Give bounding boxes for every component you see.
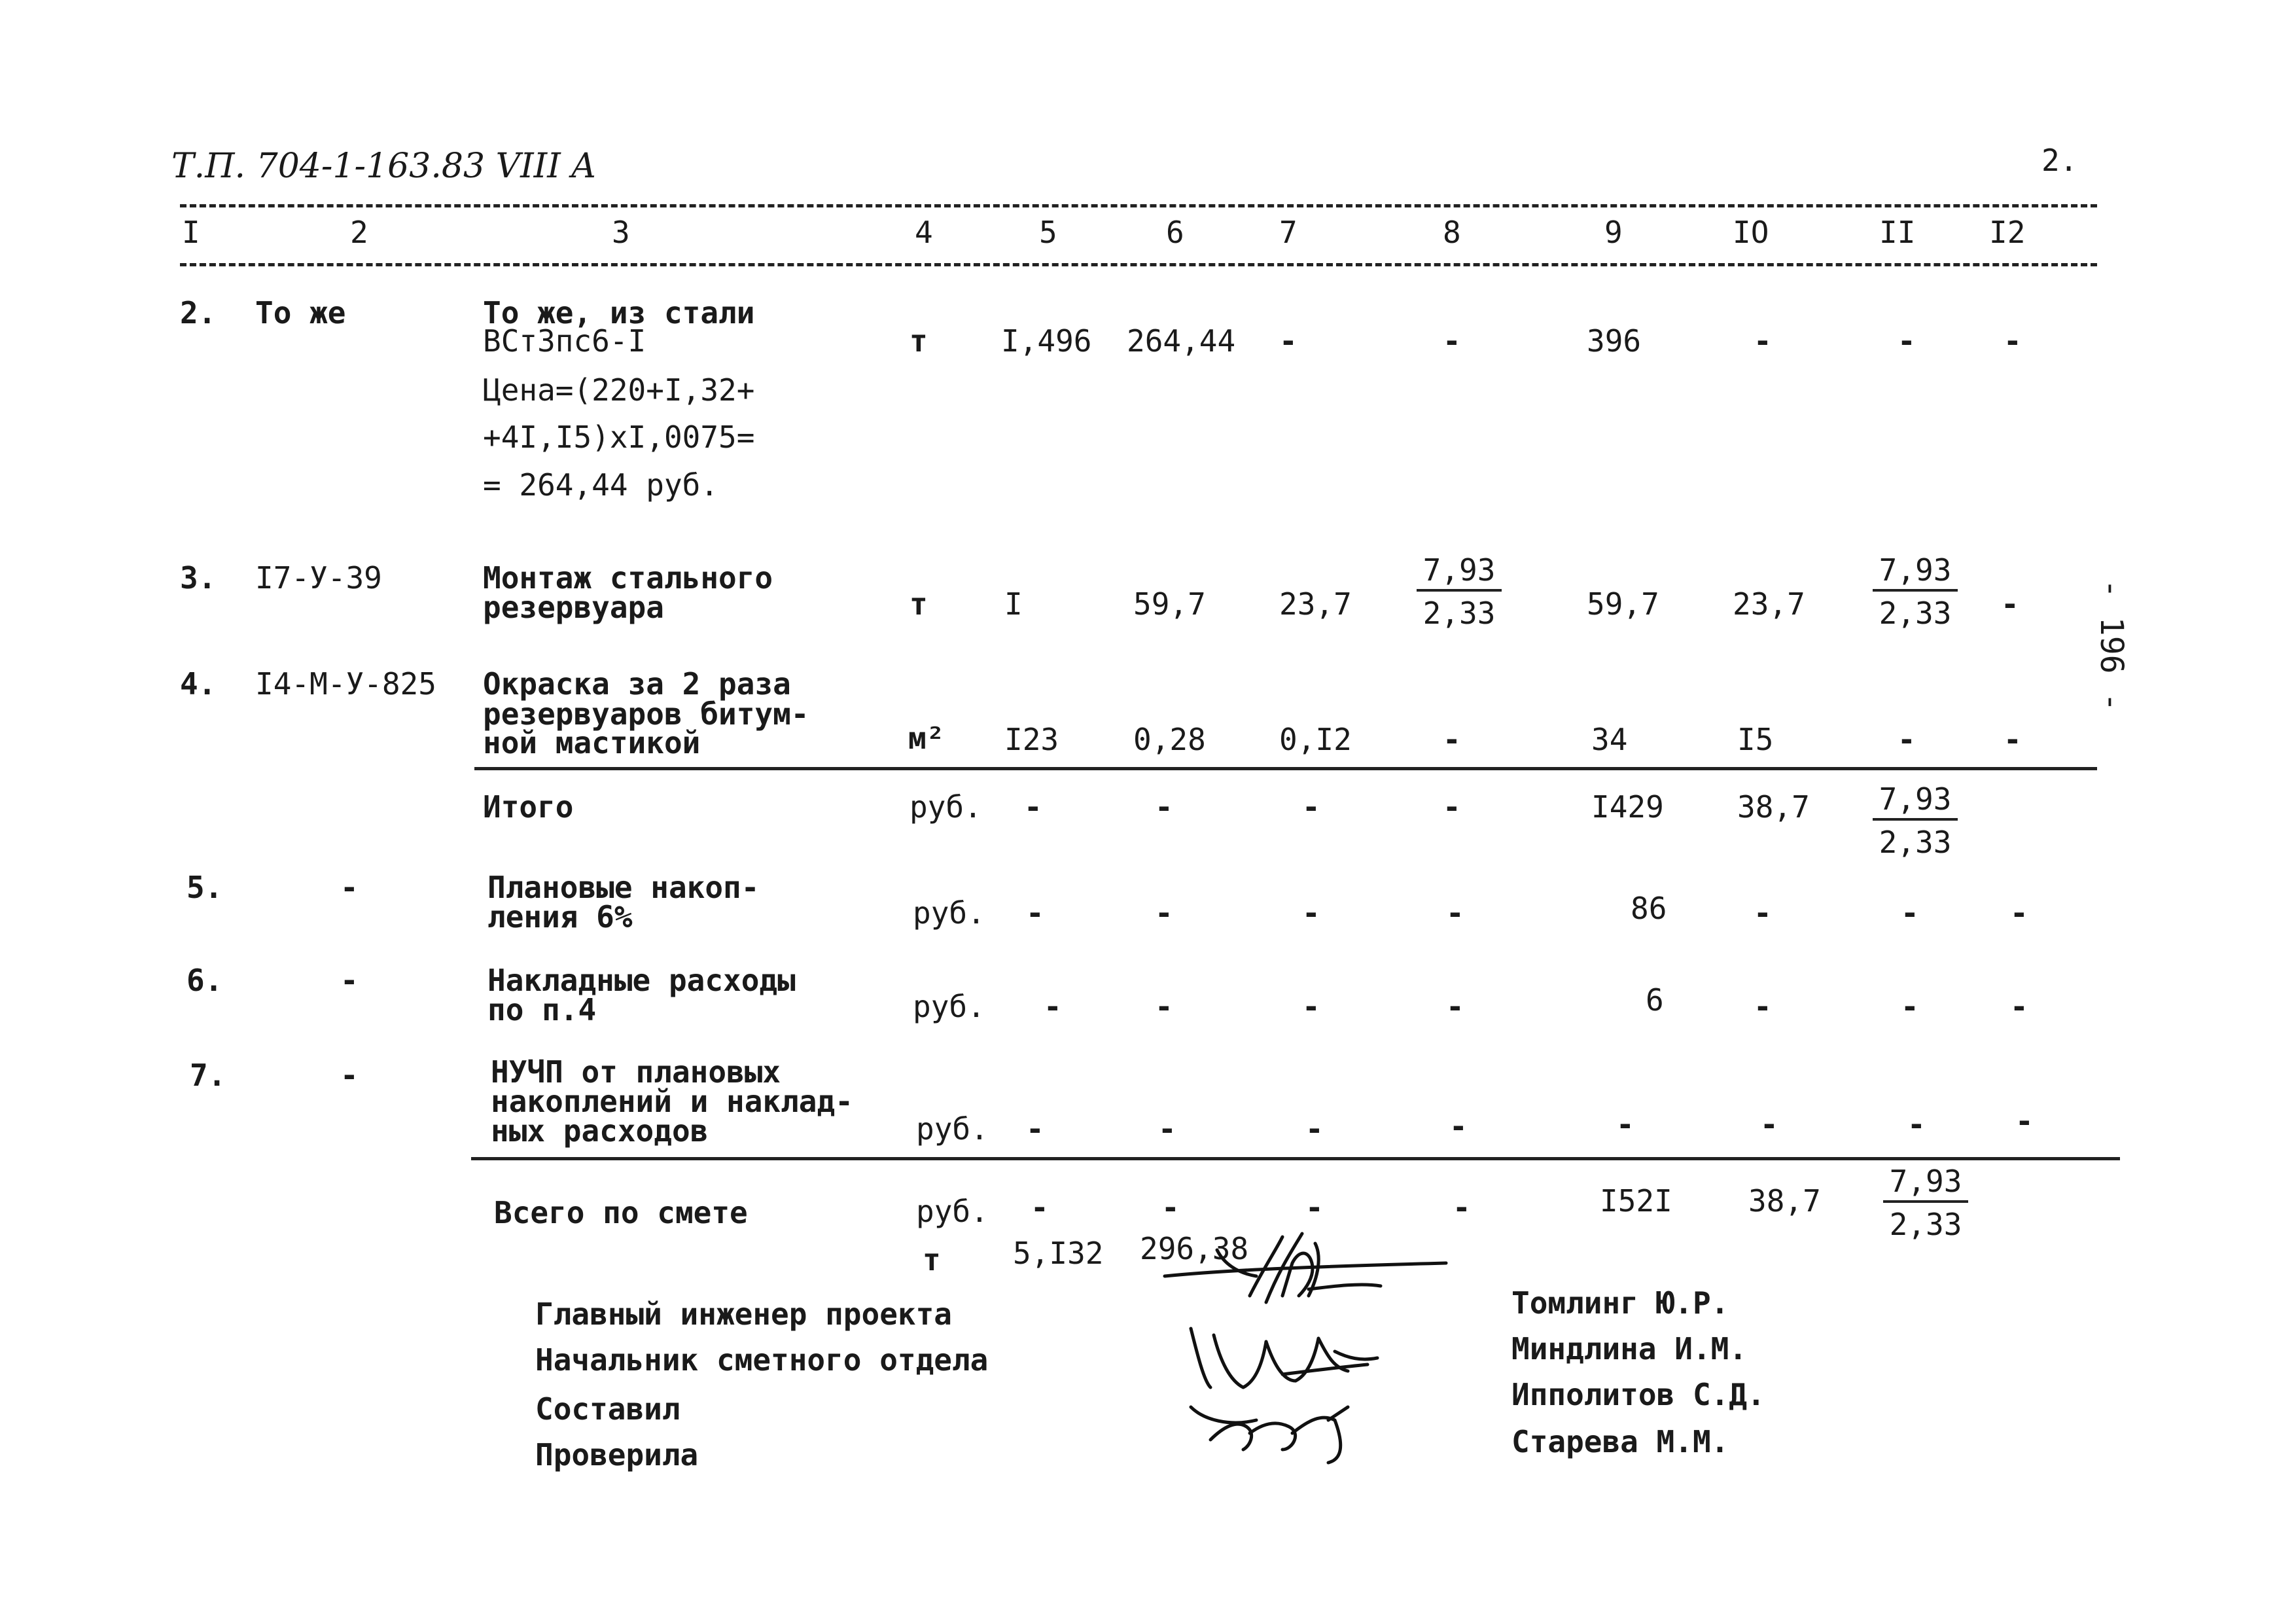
row-number: 6. <box>186 963 223 998</box>
col-11: II <box>1879 215 1916 250</box>
fraction-numerator: 7,93 <box>1417 555 1502 592</box>
cell-col-5: - <box>1026 895 1044 931</box>
cell-col-7: - <box>1305 1190 1324 1225</box>
row-name-line-3: ной мастикой <box>483 725 701 760</box>
cell-col-10: 38,7 <box>1748 1183 1821 1219</box>
header-rule-bottom <box>180 263 2097 266</box>
signatory-name: Томлинг Ю.Р. <box>1511 1285 1729 1321</box>
col-1: I <box>182 215 200 250</box>
row-name-line-1: Монтаж стального <box>483 560 773 596</box>
fraction-denominator: 2,33 <box>1879 825 1952 860</box>
row-name-line-1: То же, из стали <box>483 295 755 330</box>
cell-col-8: - <box>1443 722 1461 757</box>
cell-col-7: 0,I2 <box>1279 722 1352 757</box>
total-rule <box>471 1157 2120 1160</box>
signature-role: Проверила <box>535 1437 699 1472</box>
row-number: 2. <box>180 295 217 330</box>
cell-col-10: - <box>1754 323 1772 359</box>
row-number: 7. <box>190 1058 226 1093</box>
row-code: - <box>340 1058 359 1093</box>
cell-col-5: - <box>1026 1111 1044 1147</box>
cell-col-6: - <box>1155 895 1173 931</box>
cell-col-8: - <box>1446 895 1464 931</box>
cell-col-12: - <box>2010 989 2028 1024</box>
cell-col-7: - <box>1305 1111 1324 1147</box>
col-4: 4 <box>915 215 933 250</box>
cell-col-11: - <box>1898 722 1916 757</box>
cell-col-5: I,496 <box>1001 323 1092 359</box>
row-name-line-2: ВСт3пс6-I <box>483 323 646 359</box>
cell-col-8: - <box>1449 1109 1468 1144</box>
cell-col-6: - <box>1161 1190 1180 1225</box>
cell-col-11: - <box>1898 323 1916 359</box>
price-note-line-1: Цена=(220+I,32+ <box>483 372 755 408</box>
cell-col-8: - <box>1453 1190 1471 1225</box>
handwritten-signatures <box>1152 1224 1466 1472</box>
cell-col-9: - <box>1616 1107 1634 1142</box>
row-code: То же <box>255 295 346 330</box>
cell-col-7: - <box>1279 323 1298 359</box>
row-number: 5. <box>186 870 223 905</box>
cell-col-5: I23 <box>1004 722 1059 757</box>
col-6: 6 <box>1166 215 1184 250</box>
cell-col-8: - <box>1443 323 1461 359</box>
cell-col-11-fraction <box>1873 781 1958 860</box>
col-10: IO <box>1733 215 1769 250</box>
fraction-denominator: 2,33 <box>1879 596 1952 631</box>
cell-col-12: - <box>2004 323 2022 359</box>
total-unit-rub: руб. <box>916 1194 989 1229</box>
signature-role: Составил <box>535 1391 680 1427</box>
row-code: I7-У-39 <box>255 560 382 596</box>
price-note-line-2: +4I,I5)xI,0075= <box>483 419 755 455</box>
row-unit: т <box>910 586 928 622</box>
col-2: 2 <box>350 215 368 250</box>
cell-col-11-fraction <box>1883 1166 1968 1240</box>
cell-col-9: 59,7 <box>1587 586 1659 622</box>
fraction-denominator: 2,33 <box>1422 596 1496 631</box>
document-code: Т.П. 704-1-163.83 VIII A <box>171 147 596 186</box>
page-number: 2. <box>2041 143 2078 178</box>
cell-col-5: I <box>1004 586 1023 622</box>
cell-col-6: - <box>1155 989 1173 1024</box>
cell-col-10: - <box>1760 1107 1778 1142</box>
cell-col-12: - <box>2001 586 2019 622</box>
subtotal-rule <box>474 767 2097 770</box>
row-name-line-2: резервуара <box>483 590 664 625</box>
signature-role: Главный инженер проекта <box>535 1296 952 1332</box>
signatory-name: Ипполитов С.Д. <box>1511 1377 1765 1412</box>
row-name-line-1: НУЧП от плановых <box>491 1054 781 1090</box>
subtotal-unit: руб. <box>910 789 982 825</box>
cell-col-8-fraction <box>1417 552 1502 631</box>
cell-col-9: I429 <box>1591 789 1664 825</box>
cell-col-7: - <box>1302 989 1320 1024</box>
cell-col-6: - <box>1155 789 1173 825</box>
cell-col-6: 0,28 <box>1133 722 1206 757</box>
cell-col-9: 396 <box>1587 323 1642 359</box>
row-name-line-2: ления 6% <box>487 899 633 935</box>
row-code: - <box>340 963 359 998</box>
cell-col-5: - <box>1031 1190 1049 1225</box>
cell-col-6: 59,7 <box>1133 586 1206 622</box>
cell-col-9: I52I <box>1600 1183 1672 1219</box>
cell-col-7: 23,7 <box>1279 586 1352 622</box>
row-number: 3. <box>180 560 217 596</box>
header-rule-top <box>180 204 2097 207</box>
row-unit: руб. <box>916 1111 989 1147</box>
cell-col-12: - <box>2010 895 2028 931</box>
row-name-line-2: резервуаров битум- <box>483 696 809 732</box>
row-name-line-1: Накладные расходы <box>487 963 796 998</box>
signatory-name: Старева М.М. <box>1511 1424 1729 1459</box>
col-12: I2 <box>1989 215 2026 250</box>
signature-role: Начальник сметного отдела <box>535 1342 989 1378</box>
cell-col-5: - <box>1024 789 1042 825</box>
total-col-5-tonnes: 5,I32 <box>1013 1236 1104 1271</box>
fraction-numerator: 7,93 <box>1873 555 1958 592</box>
col-8: 8 <box>1443 215 1461 250</box>
cell-col-11: - <box>1901 895 1919 931</box>
row-name-line-2: накоплений и наклад- <box>491 1084 853 1119</box>
cell-col-5: - <box>1044 989 1062 1024</box>
row-name-line-1: Плановые накоп- <box>487 870 760 905</box>
total-label: Всего по смете <box>494 1195 748 1230</box>
row-code: I4-М-У-825 <box>255 666 436 702</box>
cell-col-10: I5 <box>1737 722 1774 757</box>
row-unit: м² <box>908 721 945 756</box>
cell-col-7: - <box>1302 895 1320 931</box>
fraction-numerator: 7,93 <box>1873 784 1958 821</box>
cell-col-10: - <box>1754 895 1772 931</box>
row-unit: руб. <box>913 895 985 931</box>
row-number: 4. <box>180 666 217 702</box>
cell-col-12: - <box>2015 1103 2034 1139</box>
cell-col-9: 6 <box>1646 982 1664 1018</box>
cell-col-6: - <box>1158 1111 1176 1147</box>
cell-col-10: - <box>1754 989 1772 1024</box>
subtotal-label: Итого <box>483 789 574 825</box>
col-5: 5 <box>1039 215 1057 250</box>
side-page-number: - 196 - <box>2093 579 2130 712</box>
cell-col-10: 38,7 <box>1737 789 1810 825</box>
col-9: 9 <box>1604 215 1623 250</box>
row-name-line-3: ных расходов <box>491 1113 709 1149</box>
row-unit: т <box>910 323 928 359</box>
total-unit-t: т <box>923 1242 941 1277</box>
cell-col-11: - <box>1907 1107 1926 1142</box>
total-col-6-tonnes: 296,38 <box>1140 1231 1249 1266</box>
cell-col-11: - <box>1901 989 1919 1024</box>
cell-col-12: - <box>2004 722 2022 757</box>
cell-col-9: 34 <box>1591 722 1628 757</box>
col-3: 3 <box>612 215 630 250</box>
cell-col-9: 86 <box>1631 891 1667 926</box>
fraction-numerator: 7,93 <box>1883 1166 1968 1203</box>
col-7: 7 <box>1279 215 1298 250</box>
cell-col-7: - <box>1302 789 1320 825</box>
price-note-line-3: = 264,44 руб. <box>483 467 719 503</box>
cell-col-11-fraction <box>1873 552 1958 631</box>
cell-col-10: 23,7 <box>1733 586 1805 622</box>
row-name-line-1: Окраска за 2 раза <box>483 666 791 702</box>
fraction-denominator: 2,33 <box>1889 1207 1962 1242</box>
row-unit: руб. <box>913 989 985 1024</box>
signatory-name: Миндлина И.М. <box>1511 1331 1748 1366</box>
cell-col-8: - <box>1443 789 1461 825</box>
row-code: - <box>340 870 359 905</box>
cell-col-8: - <box>1446 989 1464 1024</box>
row-name-line-2: по п.4 <box>487 992 597 1027</box>
cell-col-6: 264,44 <box>1127 323 1236 359</box>
